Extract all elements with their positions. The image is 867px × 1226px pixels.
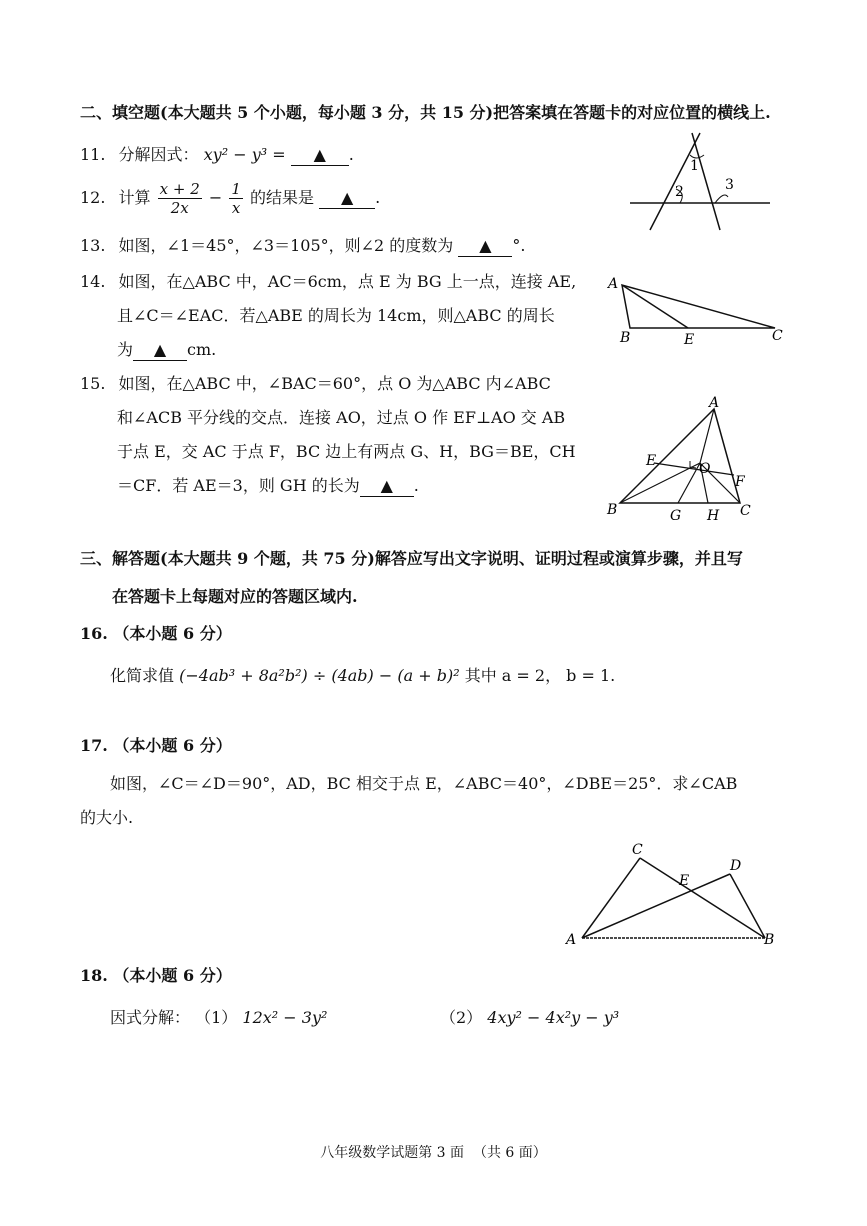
- section2-heading: 二、填空题(本大题共 5 个小题，每小题 3 分，共 15 分)把答案填在答题卡的对应位置的横线上.: [80, 103, 771, 122]
- q15-line3: 于点 E，交 AC 于点 F，BC 边上有两点 G、H，BG＝BE，CH: [117, 442, 576, 461]
- question-11: [80, 145, 354, 166]
- q13-number: 13.: [80, 236, 106, 255]
- q15-line2: 和∠ACB 平分线的交点．连接 AO，过点 O 作 EF⊥AO 交 AB: [117, 408, 566, 427]
- q11-number: 11.: [80, 145, 106, 164]
- q14-line2: 且∠C＝∠EAC．若△ABE 的周长为 14cm，则△ABC 的周长: [117, 306, 555, 325]
- fig15-label-H: H: [707, 508, 720, 524]
- fig13-label-1: 1: [690, 158, 699, 174]
- q16-text: 化简求值: [110, 666, 175, 685]
- figure-q14: [600, 270, 800, 350]
- q14-answer-blank: ▲: [133, 340, 187, 361]
- fig15-label-O: O: [699, 461, 711, 477]
- question-18-header: [80, 966, 232, 986]
- fig14-label-B: B: [620, 330, 631, 346]
- q15-line1: 如图，在△ABC 中，∠BAC＝60°，点 O 为△ABC 内∠ABC: [118, 374, 551, 393]
- fig14-label-C: C: [772, 328, 783, 344]
- q12-frac1-denominator: 2x: [170, 199, 189, 217]
- q12-answer-blank: ▲: [319, 188, 375, 209]
- q13-answer-blank: ▲: [458, 236, 512, 257]
- q12-number: 12.: [80, 188, 106, 207]
- q17-score: （本小题 6 分）: [113, 736, 232, 755]
- q12-frac2-numerator: 1: [231, 180, 241, 198]
- q16-body: [110, 666, 615, 686]
- section3-heading-line1: 三、解答题(本大题共 9 个题，共 75 分)解答应写出文字说明、证明过程或演算步骤，并且写: [80, 549, 743, 568]
- q14-line3-before: 为: [117, 340, 134, 359]
- q17-number: 17.: [80, 736, 108, 755]
- fig15-label-B: B: [607, 502, 618, 518]
- question-12: [80, 180, 380, 217]
- q11-text: 分解因式：: [118, 145, 199, 164]
- q18-text: 因式分解：: [110, 1008, 191, 1027]
- q15-line4: [117, 476, 419, 497]
- q12-frac2-denominator: x: [231, 199, 241, 217]
- q15-number: 15.: [80, 374, 106, 393]
- q15-line4-after: .: [413, 476, 419, 495]
- question-16-header: [80, 624, 232, 644]
- fig14-label-A: A: [608, 276, 619, 292]
- question-15: [80, 374, 551, 394]
- fig17-label-B: B: [764, 932, 775, 948]
- q18-part1-expression: 12x² − 3y²: [242, 1008, 328, 1027]
- q18-number: 18.: [80, 966, 108, 985]
- q12-text-after: 的结果是: [250, 188, 315, 207]
- q11-expression: xy² − y³ =: [203, 145, 286, 164]
- figure-q13: [620, 125, 780, 235]
- q17-line2: 的大小.: [80, 808, 134, 827]
- q14-line3: [117, 340, 216, 361]
- q15-line4-before: ＝CF．若 AE＝3，则 GH 的长为: [117, 476, 360, 495]
- q13-text: 如图，∠1＝45°，∠3＝105°，则∠2 的度数为: [118, 236, 454, 255]
- fig17-label-C: C: [632, 842, 643, 858]
- q12-text-before: 计算: [118, 188, 151, 207]
- question-17-header: [80, 736, 232, 756]
- fig17-label-D: D: [730, 858, 742, 874]
- figure-q15: [600, 395, 770, 525]
- q18-part1-label: （1）: [195, 1008, 238, 1027]
- fig15-label-C: C: [740, 503, 751, 519]
- q14-number: 14.: [80, 272, 106, 291]
- q14-line1: 如图，在△ABC 中，AC＝6cm，点 E 为 BG 上一点，连接 AE,: [118, 272, 577, 291]
- q12-frac1-numerator: x + 2: [159, 180, 200, 198]
- q18-score: （本小题 6 分）: [113, 966, 232, 985]
- q14-line3-after: cm.: [187, 340, 217, 359]
- fig15-label-A: A: [709, 395, 720, 411]
- fig15-label-G: G: [670, 508, 682, 524]
- fig17-label-E: E: [679, 873, 690, 889]
- fig15-label-E: E: [646, 453, 657, 469]
- q12-minus: −: [208, 188, 223, 207]
- fig15-label-F: F: [735, 474, 745, 490]
- q12-end: .: [375, 188, 381, 207]
- q18-part1: [110, 1008, 327, 1028]
- q12-fraction-2: [229, 180, 243, 217]
- question-13: [80, 236, 525, 257]
- q16-condition: 其中 a = 2， b = 1.: [464, 666, 616, 685]
- q16-score: （本小题 6 分）: [113, 624, 232, 643]
- q13-end: °.: [512, 236, 526, 255]
- q18-part2-label: （2）: [440, 1008, 483, 1027]
- page-footer: 八年级数学试题第 3 面 （共 6 面）: [320, 1145, 547, 1161]
- fig13-label-3: 3: [725, 177, 734, 193]
- figure-q17: [560, 838, 790, 953]
- q16-expression: (−4ab³ + 8a²b²) ÷ (4ab) − (a + b)²: [179, 666, 460, 685]
- q15-answer-blank: ▲: [360, 476, 414, 497]
- q17-line1: 如图，∠C＝∠D＝90°，AD，BC 相交于点 E，∠ABC＝40°，∠DBE＝25°．求∠CAB: [110, 774, 738, 793]
- q18-part2: [440, 1008, 619, 1028]
- fig14-label-E: E: [684, 332, 695, 348]
- q12-fraction-1: [158, 180, 202, 217]
- q16-number: 16.: [80, 624, 108, 643]
- q11-answer-blank: ▲: [291, 145, 349, 166]
- question-14: [80, 272, 576, 292]
- q18-part2-expression: 4xy² − 4x²y − y³: [487, 1008, 620, 1027]
- fig17-label-A: A: [566, 932, 577, 948]
- fig13-label-2: 2: [675, 184, 684, 200]
- section3-heading-line2: 在答题卡上每题对应的答题区域内.: [112, 587, 358, 606]
- q11-end: .: [348, 145, 354, 164]
